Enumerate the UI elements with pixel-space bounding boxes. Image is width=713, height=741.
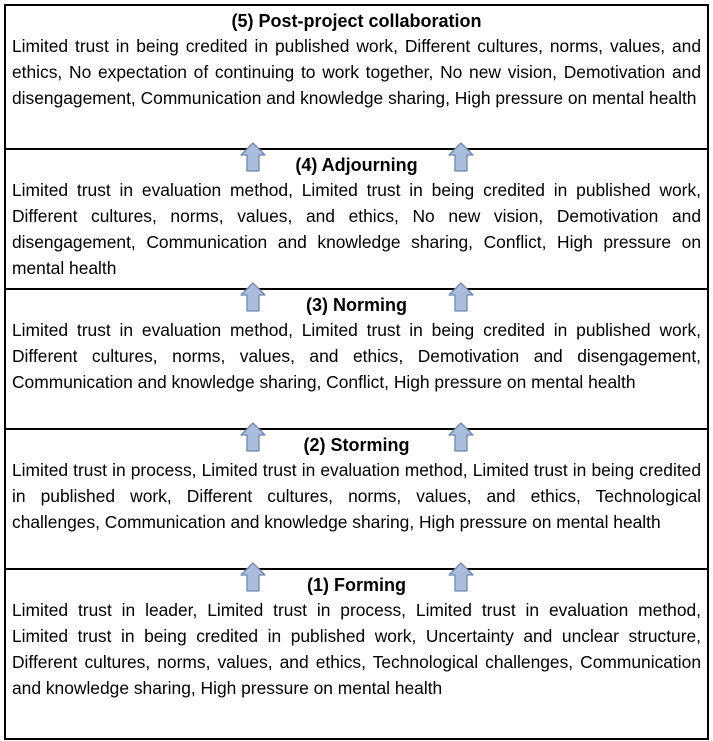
arrow-up-icon: [448, 422, 474, 452]
arrow-up-icon: [240, 562, 266, 592]
stage-description: Limited trust in leader, Limited trust in process, Limited trust in evaluation method, Limited trust in being credited in published work, Uncertainty and unclear structure, Different cultures, norms, values, and ethics, Technological challenges, Communication and knowledge sharing, High pressure on mental health: [12, 600, 701, 698]
stage-title: (4) Adjourning: [295, 155, 418, 175]
stage-title: (3) Norming: [306, 295, 407, 315]
stage-forming: [6, 568, 707, 738]
arrow-up-icon: [240, 282, 266, 312]
stage-title: (1) Forming: [307, 575, 406, 595]
stage-description: Limited trust in process, Limited trust in evaluation method, Limited trust in being credited in published work, Different cultures, norms, values, and ethics, Technological challenges, Communication and knowledge sharing, High pressure on mental health: [12, 460, 701, 532]
stage-description: Limited trust in being credited in published work, Different cultures, norms, values, and ethics, No expectation of continuing to work together, No new vision, Demotivation and disengagement, Communication and knowledge sharing, High pressure on mental health: [12, 36, 701, 108]
stage-diagram: [4, 4, 709, 740]
stage-storming: [6, 428, 707, 568]
stage-adjourning: [6, 148, 707, 288]
arrow-up-icon: [448, 562, 474, 592]
stage-norming: [6, 288, 707, 428]
arrow-up-icon: [240, 422, 266, 452]
arrow-up-icon: [448, 282, 474, 312]
stage-description: Limited trust in evaluation method, Limited trust in being credited in published work, Different cultures, norms, values, and ethics, No new vision, Demotivation and disengagement, Communication and knowledge sharing, Conflict, High pressure on mental health: [12, 180, 701, 278]
stage-post-project: [6, 6, 707, 148]
stage-title: (5) Post-project collaboration: [231, 11, 482, 31]
arrow-up-icon: [240, 142, 266, 172]
stage-title: (2) Storming: [303, 435, 410, 455]
arrow-up-icon: [448, 142, 474, 172]
stage-description: Limited trust in evaluation method, Limited trust in being credited in published work, Different cultures, norms, values, and ethics, Demotivation and disengagement, Communication and knowledge sharing, Conflict, High pressure on mental health: [12, 320, 701, 392]
